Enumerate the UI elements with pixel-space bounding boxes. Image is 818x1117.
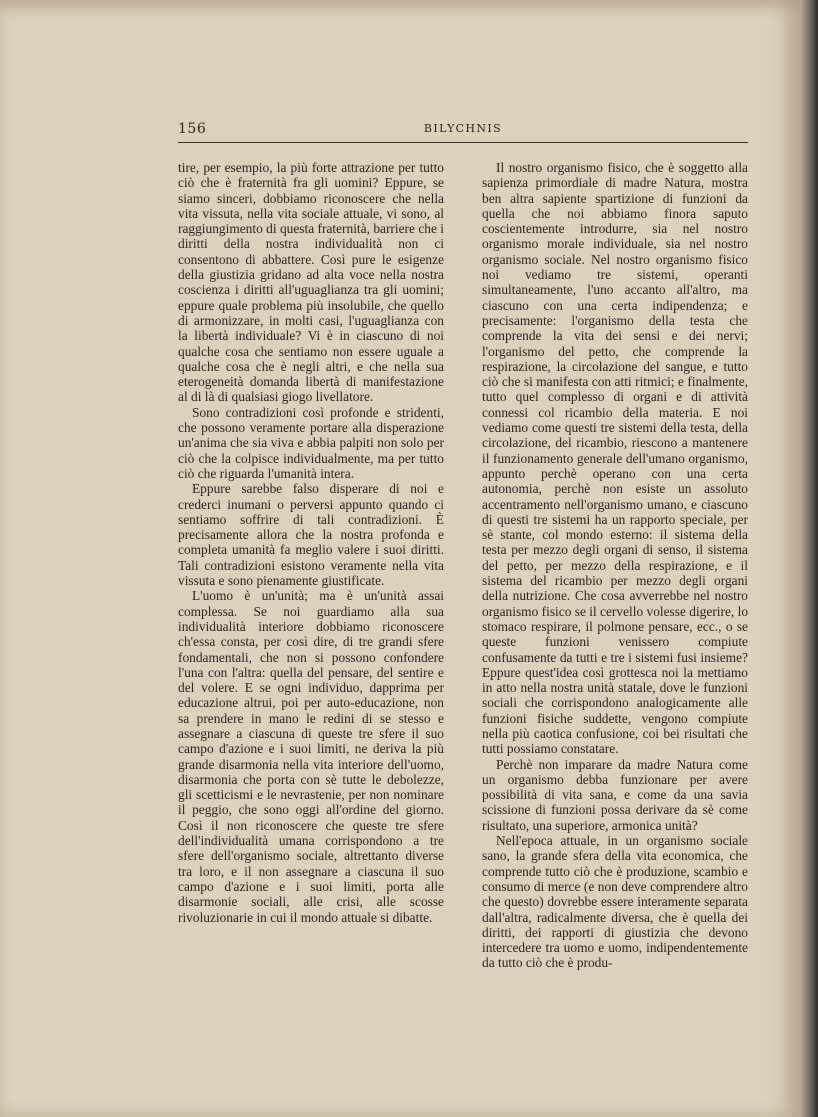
paragraph: Eppure sarebbe falso disperare di noi e crederci inumani o perversi appunto quando ci sentiamo soffrire di tali contradizioni. È precisamente allora che la nostra profonda e completa umanità fa meglio valere i suoi diritti. Tali contradizioni esistono veramente nella vita vissuta e sono pienamente giustificate. [178, 481, 444, 589]
right-column [482, 160, 748, 971]
page-number: 156 [178, 121, 207, 137]
page-header [178, 121, 748, 141]
header-rule [178, 142, 748, 143]
left-column [178, 160, 444, 925]
paragraph: L'uomo è un'unità; ma è un'unità assai complessa. Se noi guardiamo alla sua individualità interiore dobbiamo riconoscere ch'essa consta, per così dire, di tre grandi sfere fondamentali, che non si possono confondere l'una con l'altra: quella del pensare, del sentire e del volere. E se ogni individuo, dapprima per educazione altrui, poi per auto-educazione, non sa prendere in mano le redini di se stesso e assegnare a ciascuna di queste tre sfere il suo campo d'azione e i suoi limiti, ne deriva la più grande disarmonia nella vita interiore dell'uomo, disarmonia che porta con sè tutte le debolezze, gli scetticismi e le nevrastenie, per non nominare il peggio, che sono oggi all'ordine del giorno. Così il non riconoscere che queste tre sfere dell'individualità umana corrispondono a tre sfere dell'organismo sociale, altrettanto diverse tra loro, e il non assegnare a ciascuna il suo campo d'azione e i suoi limiti, porta alle disarmonie sociali, alle crisi, alle scosse rivoluzionarie in cui il mondo attuale si dibatte. [178, 588, 444, 925]
page-edge-shadow [800, 0, 818, 1117]
paragraph: Il nostro organismo fisico, che è soggetto alla sapienza primordiale di madre Natura, mostra ben altra sapiente spartizione di funzioni da quella che noi abbiamo finora saputo coscientemente introdurre, sia nel nostro organismo morale individuale, sia nel nostro organismo sociale. Nel nostro organismo fisico noi vediamo tre sistemi, operanti simultaneamente, l'uno accanto all'altro, ma ciascuno con una certa indipendenza; e precisamente: l'organismo della testa che comprende la vita dei sensi e dei nervi; l'organismo del petto, che comprende la respirazione, la circolazione del sangue, e tutto ciò che si manifesta con atti ritmici; e finalmente, tutto quel complesso di organi e di attività connessi col ricambio della materia. E noi vediamo come questi tre sistemi della testa, della circolazione, del ricambio, riescono a mantenere il funzionamento generale dell'umano organismo, appunto perchè operano con una certa autonomia, perchè non esiste un assoluto accentramento nell'organismo umano, e ciascuno di questi tre sistemi ha un rapporto speciale, per sè stante, col mondo esterno: il sistema della testa per mezzo degli organi di senso, il sistema del petto, per mezzo della respirazione, e il sistema del ricambio per mezzo degli organi della nutrizione. Che cosa avverrebbe nel nostro organismo fisico se il cervello volesse digerire, lo stomaco respirare, il polmone pensare, ecc., o se queste funzioni venissero compiute confusamente da tutti e tre i sistemi fusi insieme? Eppure quest'idea così grottesca noi la mettiamo in atto nella nostra unità statale, dove le funzioni sociali che corrispondono analogicamente alle funzioni fisiche suddette, vengono compiute nella più caotica confusione, coi bei risultati che tutti possiamo constatare. [482, 160, 749, 757]
running-title: BILYCHNIS [423, 122, 503, 135]
paragraph: Nell'epoca attuale, in un organismo sociale sano, la grande sfera della vita economica, che comprende tutto ciò che è produzione, scambio e consumo di merce (e non deve comprendere altro che questo) dovrebbe essere interamente separata dall'altra, radicalmente diversa, che è quella dei diritti, dei rapporti di giustizia che devono intercedere tra uomo e uomo, indipendentemente da tutto ciò che è produ- [482, 833, 748, 971]
paragraph: Sono contradizioni così profonde e stridenti, che possono veramente portare alla disperazione un'anima che sia viva e abbia palpiti non solo per ciò che la colpisce individualmente, ma per tutto ciò che riguarda l'umanità intera. [178, 404, 444, 481]
paragraph: tire, per esempio, la più forte attrazione per tutto ciò che è fraternità fra gli uomini? Eppure, se siamo sinceri, dobbiamo riconoscere che nella vita vissuta, nella vita sociale attuale, vi sono, al raggiungimento di questa fraternità, barriere che i diritti della nostra individualità non ci consentono di abbattere. Così pure le esigenze della giustizia gridano ad alta voce nella nostra coscienza i diritti all'uguaglianza tra gli uomini; eppure quale problema più insolubile, che quello di armonizzare, in molti casi, l'uguaglianza con la libertà individuale? Vi è in ciascuno di noi qualche cosa che sentiamo non essere uguale a qualche cosa che è negli altri, e che nella sua eterogeneità domanda libertà di manifestazione al di là di qualsiasi giogo livellatore. [178, 160, 444, 405]
paragraph: Perchè non imparare da madre Natura come un organismo debba funzionare per avere possibilità di vita sana, e come da una savia scissione di funzioni possa derivare da sè come risultato, una superiore, armonica unità? [482, 756, 748, 833]
